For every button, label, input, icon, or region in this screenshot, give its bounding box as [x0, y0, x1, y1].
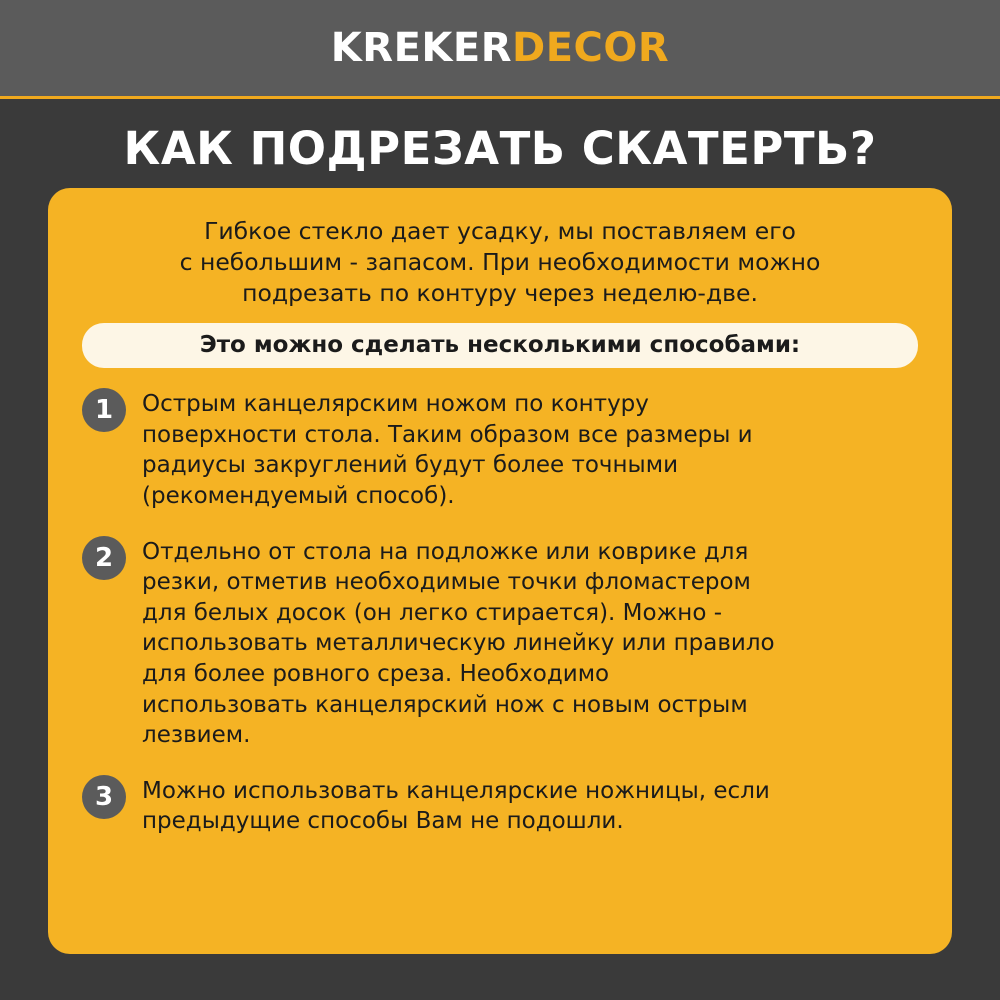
step-line: для белых досок (он легко стирается). Можно - [142, 599, 723, 626]
step-line: Отдельно от стола на подложке или коврике для [142, 538, 749, 565]
steps-list [82, 386, 918, 837]
step-line: использовать канцелярский нож с новым острым [142, 691, 748, 718]
step-line: предыдущие способы Вам не подошли. [142, 808, 624, 835]
content-card [48, 188, 952, 954]
list-item [82, 386, 918, 511]
intro-line: Гибкое стекло дает усадку, мы поставляем его [204, 217, 796, 246]
step-text [142, 534, 775, 751]
step-line: поверхности стола. Таким образом все размеры и [142, 421, 753, 448]
brand-logo [330, 25, 670, 71]
step-number-badge: 2 [82, 536, 126, 580]
list-item [82, 773, 918, 837]
brand-logo-primary: KREKER [330, 25, 513, 71]
intro-paragraph [88, 216, 912, 309]
step-line: Острым канцелярским ножом по контуру [142, 391, 649, 418]
step-line: резки, отметив необходимые точки фломастером [142, 569, 751, 596]
step-text [142, 386, 753, 511]
brand-logo-secondary: DECOR [512, 25, 670, 71]
step-text [142, 773, 770, 837]
page-title-container [0, 99, 1000, 188]
step-line: (рекомендуемый способ). [142, 483, 455, 510]
step-number-badge: 1 [82, 388, 126, 432]
step-number-badge: 3 [82, 775, 126, 819]
step-line: лезвием. [142, 722, 251, 749]
step-line: использовать металлическую линейку или правило [142, 630, 775, 657]
brand-header [0, 0, 1000, 99]
list-item [82, 534, 918, 751]
intro-line: с небольшим - запасом. При необходимости можно [179, 248, 821, 277]
page-title: КАК ПОДРЕЗАТЬ СКАТЕРТЬ? [123, 122, 877, 175]
step-line: Можно использовать канцелярские ножницы, если [142, 777, 770, 804]
intro-line: подрезать по контуру через неделю-две. [242, 279, 758, 308]
step-line: радиусы закруглений будут более точными [142, 452, 679, 479]
methods-banner: Это можно сделать несколькими способами: [82, 323, 918, 368]
step-line: для более ровного среза. Необходимо [142, 660, 610, 687]
